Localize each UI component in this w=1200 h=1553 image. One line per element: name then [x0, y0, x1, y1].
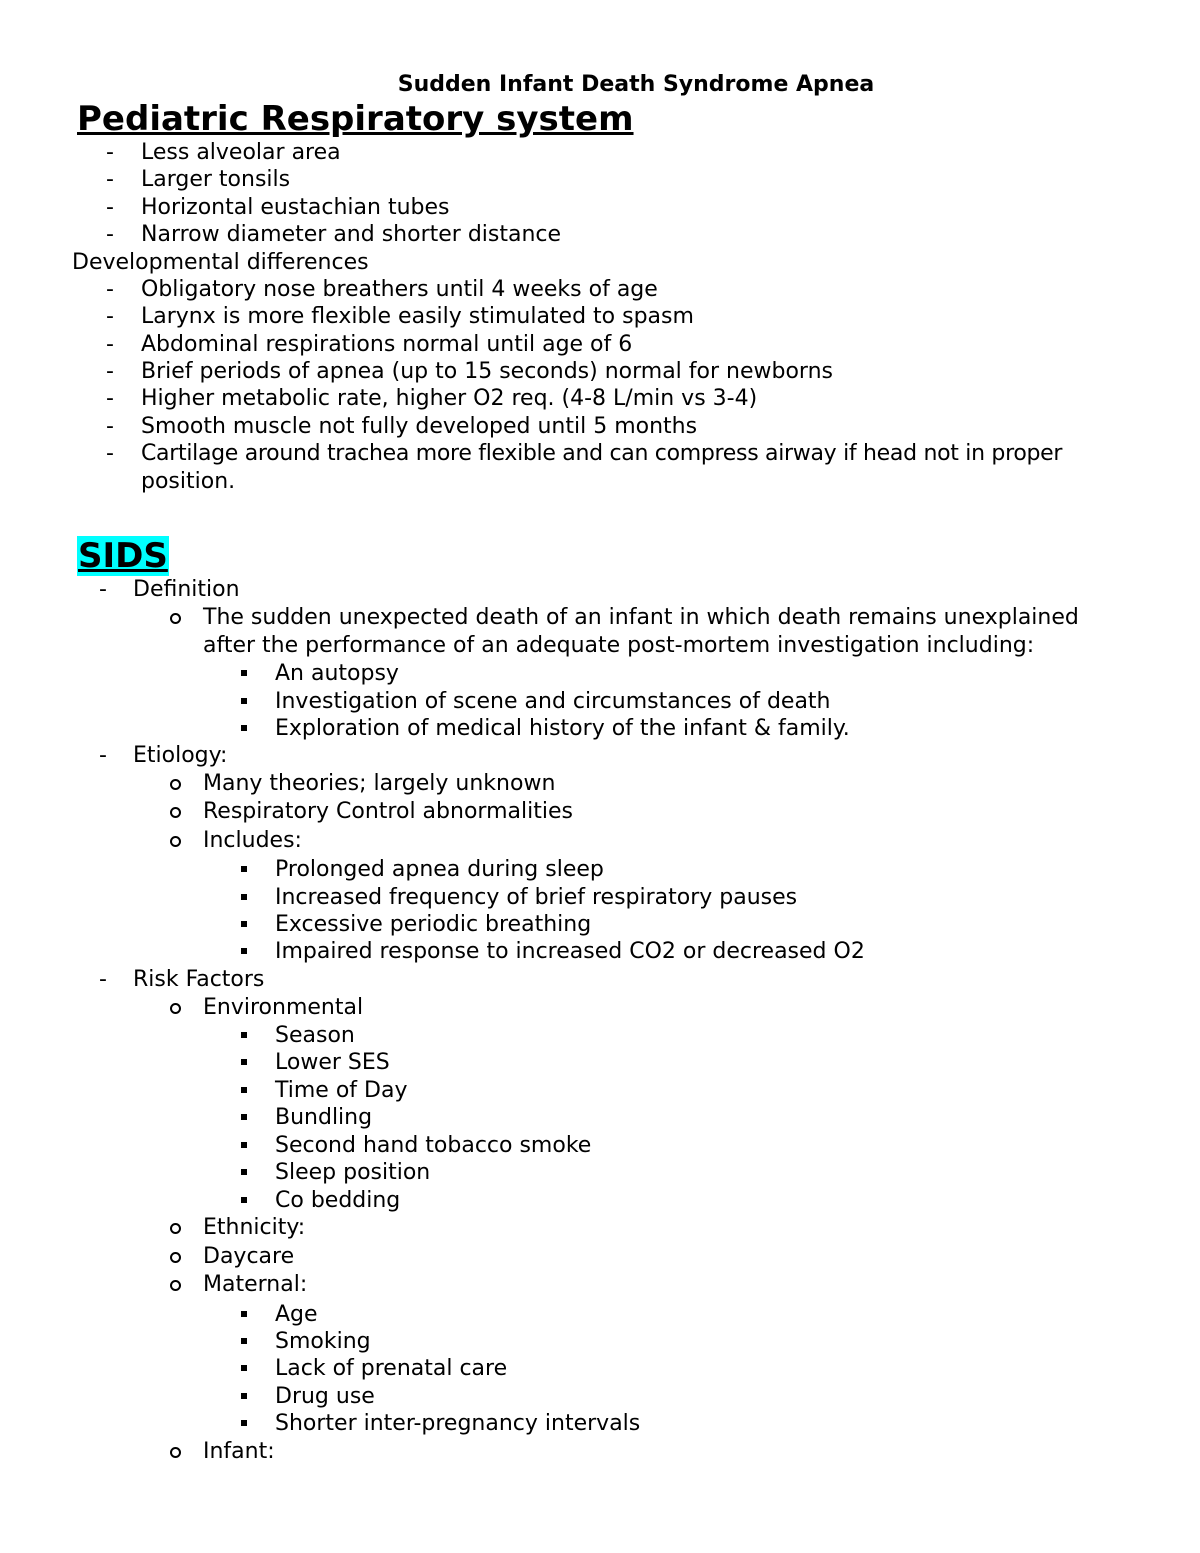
list-item: An autopsy	[275, 661, 399, 686]
square-bullet-icon	[241, 1087, 247, 1093]
environmental-label: Environmental	[203, 995, 364, 1020]
circle-bullet-icon	[170, 1447, 181, 1458]
list-item: Brief periods of apnea (up to 15 seconds) normal for newborns	[141, 359, 833, 384]
square-bullet-icon	[241, 1393, 247, 1399]
maternal-label: Maternal:	[203, 1272, 308, 1297]
list-item: Prolonged apnea during sleep	[275, 857, 604, 882]
list-item: Time of Day	[275, 1078, 408, 1103]
list-item: Larynx is more flexible easily stimulated to spasm	[141, 304, 694, 329]
dash-bullet: -	[106, 140, 114, 165]
dash-bullet: -	[106, 304, 114, 329]
list-item: Increased frequency of brief respiratory pauses	[275, 885, 798, 910]
list-item: Many theories; largely unknown	[203, 771, 556, 796]
list-item: Larger tonsils	[141, 167, 291, 192]
infant-label: Infant:	[203, 1439, 275, 1464]
risk-factors-label: Risk Factors	[133, 967, 265, 992]
square-bullet-icon	[241, 1365, 247, 1371]
circle-bullet-icon	[170, 1003, 181, 1014]
square-bullet-icon	[241, 725, 247, 731]
list-item: Narrow diameter and shorter distance	[141, 222, 562, 247]
list-item: Bundling	[275, 1105, 373, 1130]
list-item: Higher metabolic rate, higher O2 req. (4-8 L/min vs 3-4)	[141, 386, 758, 411]
circle-bullet-icon	[170, 1252, 181, 1263]
dash-bullet: -	[99, 967, 107, 992]
list-item: Season	[275, 1023, 355, 1048]
list-item-continuation: position.	[141, 469, 236, 494]
list-item: Includes:	[203, 828, 302, 853]
dash-bullet: -	[99, 743, 107, 768]
list-item: Co bedding	[275, 1188, 401, 1213]
list-item: Respiratory Control abnormalities	[203, 799, 573, 824]
dash-bullet: -	[106, 386, 114, 411]
circle-bullet-icon	[170, 1280, 181, 1291]
square-bullet-icon	[241, 1114, 247, 1120]
dash-bullet: -	[106, 414, 114, 439]
dash-bullet: -	[106, 277, 114, 302]
list-item: Age	[275, 1302, 318, 1327]
list-item: Lack of prenatal care	[275, 1356, 508, 1381]
list-item: Excessive periodic breathing	[275, 912, 592, 937]
list-item: Smooth muscle not fully developed until 5 months	[141, 414, 698, 439]
section-heading-pediatric-respiratory: Pediatric Respiratory system	[77, 99, 634, 139]
circle-bullet-icon	[170, 613, 181, 624]
circle-bullet-icon	[170, 779, 181, 790]
square-bullet-icon	[241, 866, 247, 872]
daycare-label: Daycare	[203, 1244, 295, 1269]
square-bullet-icon	[241, 948, 247, 954]
list-item: Sleep position	[275, 1160, 431, 1185]
list-item: Obligatory nose breathers until 4 weeks of age	[141, 277, 658, 302]
square-bullet-icon	[241, 1059, 247, 1065]
dash-bullet: -	[106, 359, 114, 384]
square-bullet-icon	[241, 1338, 247, 1344]
ethnicity-label: Ethnicity:	[203, 1215, 306, 1240]
list-item: Investigation of scene and circumstances of death	[275, 689, 831, 714]
square-bullet-icon	[241, 670, 247, 676]
list-item: Shorter inter-pregnancy intervals	[275, 1411, 641, 1436]
list-item: Drug use	[275, 1384, 375, 1409]
square-bullet-icon	[241, 1420, 247, 1426]
etiology-label: Etiology:	[133, 743, 228, 768]
dash-bullet: -	[106, 441, 114, 466]
section-heading-sids: SIDS	[78, 536, 168, 576]
definition-text-continued: after the performance of an adequate post-mortem investigation including:	[203, 633, 1035, 658]
circle-bullet-icon	[170, 1223, 181, 1234]
definition-text: The sudden unexpected death of an infant in which death remains unexplained	[203, 605, 1079, 630]
definition-label: Definition	[133, 577, 240, 602]
square-bullet-icon	[241, 1169, 247, 1175]
square-bullet-icon	[241, 1032, 247, 1038]
dash-bullet: -	[106, 167, 114, 192]
document-title: Sudden Infant Death Syndrome Apnea	[397, 72, 875, 97]
circle-bullet-icon	[170, 836, 181, 847]
square-bullet-icon	[241, 894, 247, 900]
list-item: Abdominal respirations normal until age of 6	[141, 332, 633, 357]
developmental-differences-label: Developmental differences	[72, 250, 369, 275]
list-item: Smoking	[275, 1329, 371, 1354]
square-bullet-icon	[241, 1311, 247, 1317]
list-item: Cartilage around trachea more flexible and can compress airway if head not in proper	[141, 441, 1063, 466]
dash-bullet: -	[106, 222, 114, 247]
dash-bullet: -	[99, 577, 107, 602]
list-item: Second hand tobacco smoke	[275, 1133, 592, 1158]
list-item: Impaired response to increased CO2 or decreased O2	[275, 939, 865, 964]
list-item: Horizontal eustachian tubes	[141, 195, 450, 220]
square-bullet-icon	[241, 1142, 247, 1148]
square-bullet-icon	[241, 921, 247, 927]
dash-bullet: -	[106, 332, 114, 357]
list-item: Exploration of medical history of the infant & family.	[275, 716, 850, 741]
list-item: Less alveolar area	[141, 140, 341, 165]
dash-bullet: -	[106, 195, 114, 220]
list-item: Lower SES	[275, 1050, 390, 1075]
square-bullet-icon	[241, 698, 247, 704]
square-bullet-icon	[241, 1197, 247, 1203]
circle-bullet-icon	[170, 807, 181, 818]
